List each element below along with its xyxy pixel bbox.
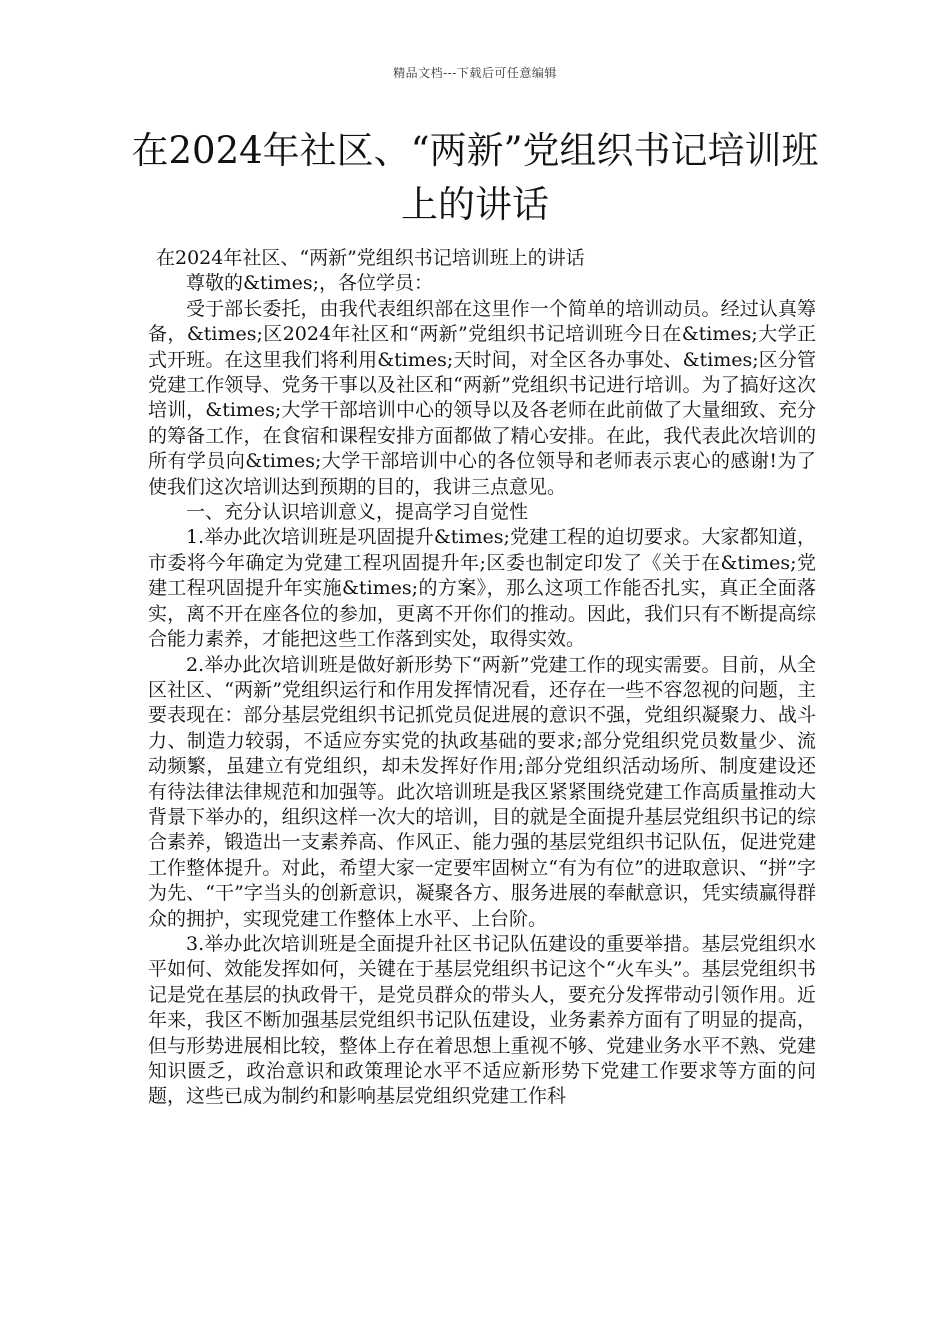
body-paragraph-intro: 受于部长委托，由我代表组织部在这里作一个简单的培训动员。经过认真筹备，&times;区2024年社区和“两新”党组织书记培训班今日在&times;大学正式开班。在这里我们将利用&times;天时间，对全区各办事处、&times;区分管党建工作领导、党务干事以及社区和“两新”党组织书记进行培训。为了搞好这次培训，&times;大学干部培训中心的领导以及各老师在此前做了大量细致、充分的筹备工作，在食宿和课程安排方面都做了精心安排。在此，我代表此次培训的所有学员向&times;大学干部培训中心的各位领导和老师表示衷心的感谢!为了使我们这次培训达到预期的目的，我讲三点意见。 [148,297,816,498]
body-paragraph-point-2: 2.举办此次培训班是做好新形势下“两新”党建工作的现实需要。目前，从全区社区、“两新”党组织运行和作用发挥情况看，还存在一些不容忽视的问题，主要表现在：部分基层党组织书记抓党员促进展的意识不强，党组织凝聚力、战斗力、制造力较弱，不适应夯实党的执政基础的要求;部分党组织党员数量少、流动频繁，虽建立有党组织，却未发挥好作用;部分党组织活动场所、制度建设还有待法律法律规范和加强等。此次培训班是我区紧紧围绕党建工作高质量推动大背景下举办的，组织这样一次大的培训，目的就是全面提升基层党组织书记的综合素养，锻造出一支素养高、作风正、能力强的基层党组织书记队伍，促进党建工作整体提升。对此，希望大家一定要牢固树立“有为有位”的进取意识、“拼”字为先、“干”字当头的创新意识，凝聚各方、服务进展的奉献意识，凭实绩赢得群众的拥护，实现党建工作整体上水平、上台阶。 [148,653,816,930]
document-title: 在2024年社区、“两新”党组织书记培训班上的讲话 [131,129,819,226]
section-heading-1: 一、充分认识培训意义，提高学习自觉性 [186,501,529,524]
body-paragraph-subtitle: 在2024年社区、“两新”党组织书记培训班上的讲话 [156,247,585,269]
body-paragraph-point-1: 1.举办此次培训班是巩固提升&times;党建工程的迫切要求。大家都知道，市委将今年确定为党建工程巩固提升年;区委也制定印发了《关于在&times;党建工程巩固提升年实施&times;的方案》，那么这项工作能否扎实，真正全面落实，离不开在座各位的参加，更离不开你们的推动。因此，我们只有不断提高综合能力素养，才能把这些工作落到实处，取得实效。 [148,526,816,651]
body-paragraph-salutation: 尊敬的&times;，各位学员： [186,272,434,295]
header-note: 精品文档---下载后可任意编辑 [393,66,557,80]
body-paragraph-point-3: 3.举办此次培训班是全面提升社区书记队伍建设的重要举措。基层党组织水平如何、效能发挥如何，关键在于基层党组织书记这个“火车头”。基层党组织书记是党在基层的执政骨干，是党员群众的带头人，要充分发挥带动引领作用。近年来，我区不断加强基层党组织书记队伍建设，业务素养方面有了明显的提高，但与形势进展相比较，整体上存在着思想上重视不够、党建业务水平不熟、党建知识匮乏，政治意识和政策理论水平不适应新形势下党建工作要求等方面的问题，这些已成为制约和影响基层党组织党建工作科 [148,932,816,1108]
document-body [148,246,816,1110]
